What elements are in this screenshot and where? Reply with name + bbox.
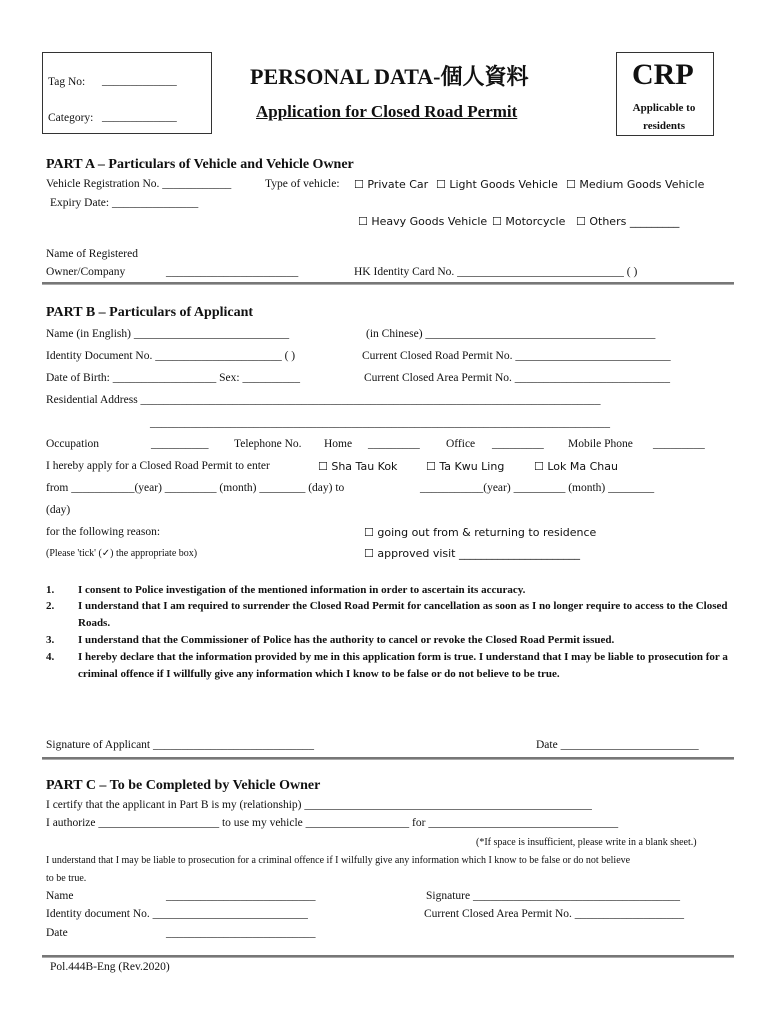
part-c-heading: PART C – To be Completed by Vehicle Owner [46, 778, 321, 793]
vehicle-registration-field[interactable]: Vehicle Registration No. ____________ [46, 178, 232, 190]
liability-text-line2: to be true. [46, 873, 87, 884]
occupation-field[interactable]: __________ [151, 438, 209, 450]
owner-date-label: Date [46, 927, 68, 939]
checkbox-ta-kwu-ling[interactable]: ☐ Ta Kwu Ling [426, 460, 505, 473]
period-day-label: (day) [46, 504, 71, 516]
page-title: PERSONAL DATA-個人資料 [250, 64, 529, 89]
part-b-divider [42, 757, 734, 760]
declaration-text: I understand that the Commissioner of Police has the authority to cancel or revoke the Closed Road Permit issued. [78, 634, 615, 646]
form-subtitle: Application for Closed Road Permit [256, 102, 518, 121]
category-label: Category: [48, 112, 94, 124]
reason-label: for the following reason: [46, 526, 161, 538]
residential-address-field[interactable]: Residential Address ________________________________________________________________________________ [46, 394, 601, 406]
current-crp-field[interactable]: Current Closed Road Permit No. ___________________________ [362, 350, 671, 362]
apply-text: I hereby apply for a Closed Road Permit to enter [46, 460, 270, 472]
declaration-number: 2. [46, 600, 55, 612]
relationship-field[interactable]: I certify that the applicant in Part B is my (relationship) __________________________________________________ [46, 799, 592, 811]
authorize-field[interactable]: I authorize _____________________ to use my vehicle __________________ for _________________________________ [46, 817, 619, 829]
period-to-field[interactable]: ___________(year) _________ (month) ________ [420, 482, 655, 494]
checkbox-private-car[interactable]: ☐ Private Car [354, 178, 429, 191]
declaration-text: I hereby declare that the information provided by me in this application form is true. I understand that I may be liable to prosecution for a criminal offence if I willfully give any information which I know to be false or do not believe to be true. [78, 651, 728, 680]
liability-text-line1: I understand that I may be liable to prosecution for a criminal offence if I wilfully give any information which I know to be false or do not believe [46, 855, 631, 866]
declaration-text: I understand that I am required to surrender the Closed Road Permit for cancellation as soon as I no longer require to access to the Closed Roads. [78, 600, 728, 629]
checkbox-sha-tau-kok[interactable]: ☐ Sha Tau Kok [318, 460, 398, 473]
hk-identity-card-field[interactable]: HK Identity Card No. _____________________________ ( ) [354, 266, 638, 278]
home-phone-field[interactable]: _________ [368, 438, 420, 450]
applicant-signature-field[interactable]: Signature of Applicant ____________________________ [46, 739, 314, 751]
mobile-phone-field[interactable]: _________ [653, 438, 705, 450]
applicant-date-field[interactable]: Date ________________________ [536, 739, 699, 751]
form-code: Pol.444B-Eng (Rev.2020) [50, 961, 170, 973]
category-field[interactable]: _____________ [102, 111, 177, 123]
owner-name-input[interactable]: __________________________ [166, 890, 316, 902]
identity-document-field[interactable]: Identity Document No. ______________________ ( ) [46, 350, 296, 362]
owner-signature-field[interactable]: Signature ____________________________________ [426, 890, 680, 902]
part-a-divider [42, 282, 734, 285]
declaration-text: I consent to Police investigation of the mentioned information in order to ascertain its accuracy. [78, 584, 526, 596]
current-cap-field[interactable]: Current Closed Area Permit No. ___________________________ [364, 372, 671, 384]
vehicle-type-label: Type of vehicle: [265, 178, 340, 190]
declaration-number: 4. [46, 651, 55, 663]
tag-no-field[interactable]: _____________ [102, 75, 177, 87]
checkbox-heavy-goods[interactable]: ☐ Heavy Goods Vehicle [358, 215, 488, 228]
owner-name-field[interactable]: _______________________ [166, 266, 299, 278]
part-a-heading: PART A – Particulars of Vehicle and Vehicle Owner [46, 157, 354, 172]
applicable-note-line1: Applicable to [632, 102, 696, 114]
checkbox-medium-goods[interactable]: ☐ Medium Goods Vehicle [566, 178, 705, 191]
name-english-field[interactable]: Name (in English) ___________________________ [46, 328, 290, 340]
owner-date-input[interactable]: __________________________ [166, 927, 316, 939]
tick-note: (Please 'tick' (✓) the appropriate box) [46, 548, 198, 559]
mobile-label: Mobile Phone [568, 438, 633, 450]
owner-label-line2: Owner/Company [46, 266, 126, 278]
home-label: Home [324, 438, 353, 450]
expiry-date-field[interactable]: Expiry Date: _______________ [50, 197, 199, 209]
date-of-birth-sex-field[interactable]: Date of Birth: __________________ Sex: __________ [46, 372, 300, 384]
owner-label-line1: Name of Registered [46, 248, 138, 260]
office-label: Office [446, 438, 476, 450]
footer-divider [42, 955, 734, 958]
applicable-note-line2: residents [643, 120, 685, 132]
telephone-label: Telephone No. [234, 438, 302, 450]
office-phone-field[interactable]: _________ [492, 438, 544, 450]
owner-cap-field[interactable]: Current Closed Area Permit No. ___________________ [424, 908, 685, 920]
checkbox-residence[interactable]: ☐ going out from & returning to residence [364, 526, 597, 539]
declaration-number: 3. [46, 634, 55, 646]
declaration-number: 1. [46, 584, 55, 596]
occupation-label: Occupation [46, 438, 100, 450]
checkbox-others[interactable]: ☐ Others _________ [576, 215, 680, 228]
tag-no-label: Tag No: [48, 76, 86, 88]
name-chinese-field[interactable]: (in Chinese) ________________________________________ [366, 328, 656, 340]
checkbox-light-goods[interactable]: ☐ Light Goods Vehicle [436, 178, 558, 191]
crp-code: CRP [632, 58, 694, 91]
period-from-field[interactable]: from ___________(year) _________ (month) ________ (day) to [46, 482, 345, 494]
part-b-heading: PART B – Particulars of Applicant [46, 305, 254, 320]
owner-identity-document-field[interactable]: Identity document No. ___________________________ [46, 908, 308, 920]
residential-address-line2[interactable]: ________________________________________________________________________________ [150, 417, 610, 429]
checkbox-lok-ma-chau[interactable]: ☐ Lok Ma Chau [534, 460, 618, 473]
checkbox-motorcycle[interactable]: ☐ Motorcycle [492, 215, 566, 228]
space-note: (*If space is insufficient, please write in a blank sheet.) [476, 837, 697, 848]
checkbox-approved-visit[interactable]: ☐ approved visit ______________________ [364, 547, 580, 560]
owner-name-label: Name [46, 890, 74, 902]
